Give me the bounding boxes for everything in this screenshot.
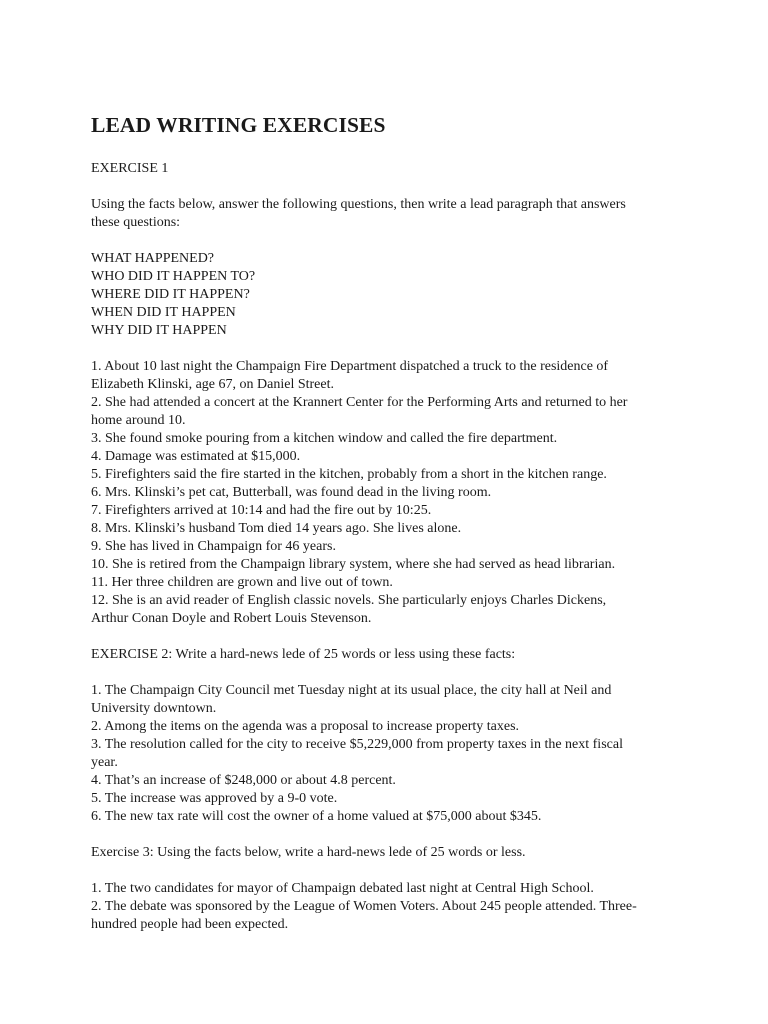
fact-line: 8. Mrs. Klinski’s husband Tom died 14 years ago. She lives alone.	[91, 521, 462, 536]
fact-line: 2. Among the items on the agenda was a proposal to increase property taxes.	[91, 719, 520, 734]
fact-line: 2. She had attended a concert at the Krannert Center for the Performing Arts and returned to her	[91, 395, 628, 410]
fact-line: 3. The resolution called for the city to receive $5,229,000 from property taxes in the next fiscal	[91, 737, 623, 752]
fact-line: 6. Mrs. Klinski’s pet cat, Butterball, was found dead in the living room.	[91, 485, 492, 500]
question-line: WHY DID IT HAPPEN	[91, 323, 227, 338]
question-line: WHO DID IT HAPPEN TO?	[91, 269, 256, 284]
intro-line: Using the facts below, answer the following questions, then write a lead paragraph that answers	[91, 197, 626, 212]
fact-line: 1. About 10 last night the Champaign Fire Department dispatched a truck to the residence of	[91, 359, 609, 374]
fact-line: Elizabeth Klinski, age 67, on Daniel Street.	[91, 377, 334, 392]
exercise-1-intro	[91, 196, 691, 232]
fact-line: 7. Firefighters arrived at 10:14 and had the fire out by 10:25.	[91, 503, 432, 518]
fact-line: 4. That’s an increase of $248,000 or about 4.8 percent.	[91, 773, 396, 788]
fact-line: year.	[91, 755, 118, 770]
fact-line: 9. She has lived in Champaign for 46 years.	[91, 539, 336, 554]
question-line: WHERE DID IT HAPPEN?	[91, 287, 250, 302]
fact-line: 4. Damage was estimated at $15,000.	[91, 449, 301, 464]
exercise-2-heading: EXERCISE 2: Write a hard-news lede of 25 words or less using these facts:	[91, 647, 516, 662]
fact-line: University downtown.	[91, 701, 217, 716]
document-title: LEAD WRITING EXERCISES	[91, 113, 386, 137]
fact-line: 1. The two candidates for mayor of Champaign debated last night at Central High School.	[91, 881, 594, 896]
fact-line: 1. The Champaign City Council met Tuesday night at its usual place, the city hall at Neil and	[91, 683, 612, 698]
fact-line: 12. She is an avid reader of English classic novels. She particularly enjoys Charles Dickens,	[91, 593, 607, 608]
exercise-3-heading: Exercise 3: Using the facts below, write a hard-news lede of 25 words or less.	[91, 845, 526, 860]
fact-line: 3. She found smoke pouring from a kitchen window and called the fire department.	[91, 431, 558, 446]
fact-line: home around 10.	[91, 413, 186, 428]
fact-line: hundred people had been expected.	[91, 917, 289, 932]
exercise-1-facts	[91, 358, 691, 628]
question-line: WHAT HAPPENED?	[91, 251, 215, 266]
exercise-2-facts	[91, 682, 691, 826]
fact-line: 11. Her three children are grown and live out of town.	[91, 575, 393, 590]
fact-line: 5. Firefighters said the fire started in the kitchen, probably from a short in the kitchen range.	[91, 467, 607, 482]
fact-line: Arthur Conan Doyle and Robert Louis Stevenson.	[91, 611, 372, 626]
question-line: WHEN DID IT HAPPEN	[91, 305, 236, 320]
exercise-1-heading: EXERCISE 1	[91, 161, 169, 176]
intro-line: these questions:	[91, 215, 181, 230]
fact-line: 2. The debate was sponsored by the League of Women Voters. About 245 people attended. Three-	[91, 899, 637, 914]
exercise-1-questions	[91, 250, 691, 340]
fact-line: 6. The new tax rate will cost the owner of a home valued at $75,000 about $345.	[91, 809, 542, 824]
exercise-3-facts	[91, 880, 691, 934]
fact-line: 5. The increase was approved by a 9-0 vote.	[91, 791, 338, 806]
fact-line: 10. She is retired from the Champaign library system, where she had served as head librarian.	[91, 557, 616, 572]
document-page	[91, 112, 691, 952]
